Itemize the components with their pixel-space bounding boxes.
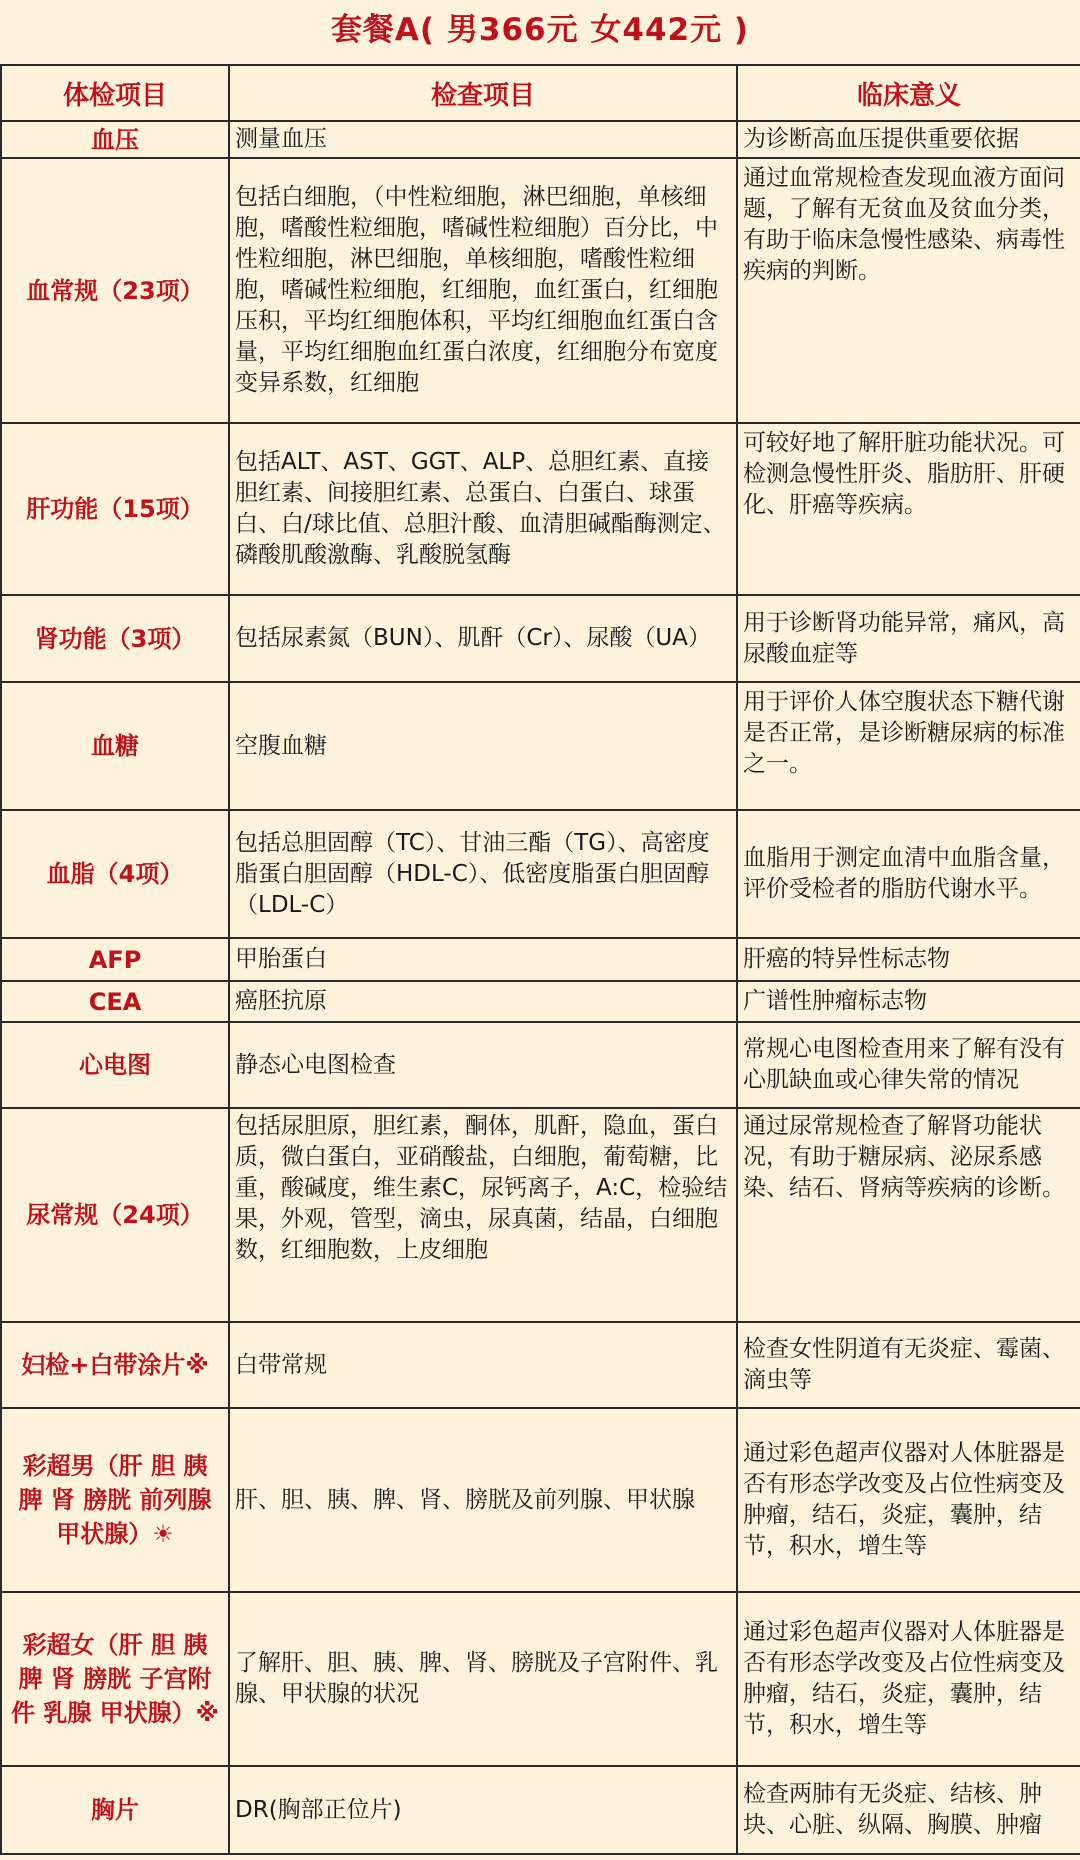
row-check: DR(胸部正位片) xyxy=(229,1766,737,1854)
package-title: 套餐A( 男366元 女442元 ) xyxy=(330,12,750,48)
row-name: 胸片 xyxy=(1,1766,229,1854)
row-meaning: 通过彩色超声仪器对人体脏器是否有形态学改变及占位性病变及肿瘤，结石，炎症，囊肿，结节，积水，增生等 xyxy=(737,1408,1080,1592)
row-name: 尿常规（24项） xyxy=(1,1108,229,1322)
table-row xyxy=(1,1108,1080,1322)
row-check: 白带常规 xyxy=(229,1322,737,1408)
row-check: 空腹血糖 xyxy=(229,682,737,810)
header-meaning: 临床意义 xyxy=(737,65,1080,121)
row-meaning: 通过尿常规检查了解肾功能状况，有助于糖尿病、泌尿系感染、结石、肾病等疾病的诊断。 xyxy=(737,1108,1080,1322)
table-row xyxy=(1,1766,1080,1854)
row-name: 妇检+白带涂片※ xyxy=(1,1322,229,1408)
header-item: 体检项目 xyxy=(1,65,229,121)
row-meaning: 检查女性阴道有无炎症、霉菌、滴虫等 xyxy=(737,1322,1080,1408)
row-check: 包括总胆固醇（TC）、甘油三酯（TG）、高密度脂蛋白胆固醇（HDL-C）、低密度脂蛋白胆固醇（LDL-C） xyxy=(229,810,737,938)
row-meaning: 常规心电图检查用来了解有没有心肌缺血或心律失常的情况 xyxy=(737,1022,1080,1108)
table-row xyxy=(1,981,1080,1022)
table-row xyxy=(1,423,1080,595)
row-check: 静态心电图检查 xyxy=(229,1022,737,1108)
table-row xyxy=(1,1322,1080,1408)
row-check: 包括尿胆原，胆红素，酮体，肌酐，隐血，蛋白质，微白蛋白，亚硝酸盐，白细胞，葡萄糖，比重，酸碱度，维生素C，尿钙离子，A:C，检验结果，外观，管型，滴虫，尿真菌，结晶，白细胞数，红细胞数，上皮细胞 xyxy=(229,1108,737,1322)
row-check: 测量血压 xyxy=(229,121,737,158)
table-row xyxy=(1,121,1080,158)
row-name: 血常规（23项） xyxy=(1,158,229,423)
row-check: 癌胚抗原 xyxy=(229,981,737,1022)
row-name: CEA xyxy=(1,981,229,1022)
row-meaning: 用于诊断肾功能异常，痛风，高尿酸血症等 xyxy=(737,595,1080,682)
row-name: 肝功能（15项） xyxy=(1,423,229,595)
row-check: 甲胎蛋白 xyxy=(229,938,737,981)
row-check: 包括ALT、AST、GGT、ALP、总胆红素、直接胆红素、间接胆红素、总蛋白、白蛋白、球蛋白、白/球比值、总胆汁酸、血清胆碱酯酶测定、磷酸肌酸激酶、乳酸脱氢酶 xyxy=(229,423,737,595)
row-meaning: 血脂用于测定血清中血脂含量，评价受检者的脂肪代谢水平。 xyxy=(737,810,1080,938)
row-meaning: 为诊断高血压提供重要依据 xyxy=(737,121,1080,158)
row-check: 包括白细胞，（中性粒细胞，淋巴细胞，单核细胞，嗜酸性粒细胞，嗜碱性粒细胞）百分比，中性粒细胞，淋巴细胞，单核细胞，嗜酸性粒细胞，嗜碱性粒细胞，红细胞，血红蛋白，红细胞压积，平均红细胞体积，平均红细胞血红蛋白含量，平均红细胞血红蛋白浓度，红细胞分布宽度变异系数，红细胞 xyxy=(229,158,737,423)
table-row xyxy=(1,810,1080,938)
row-check: 肝、胆、胰、脾、肾、膀胱及前列腺、甲状腺 xyxy=(229,1408,737,1592)
row-meaning: 通过血常规检查发现血液方面问题，了解有无贫血及贫血分类，有助于临床急慢性感染、病毒性疾病的判断。 xyxy=(737,158,1080,423)
row-check: 了解肝、胆、胰、脾、肾、膀胱及子宫附件、乳腺、甲状腺的状况 xyxy=(229,1592,737,1766)
row-name: 彩超男（肝 胆 胰 脾 肾 膀胱 前列腺 甲状腺）☀ xyxy=(1,1408,229,1592)
row-name: 血脂（4项） xyxy=(1,810,229,938)
row-meaning: 广谱性肿瘤标志物 xyxy=(737,981,1080,1022)
row-name: 血压 xyxy=(1,121,229,158)
row-meaning: 通过彩色超声仪器对人体脏器是否有形态学改变及占位性病变及肿瘤，结石，炎症，囊肿，结节，积水，增生等 xyxy=(737,1592,1080,1766)
header-check: 检查项目 xyxy=(229,65,737,121)
package-table xyxy=(0,64,1080,1855)
table-row xyxy=(1,595,1080,682)
table-row xyxy=(1,1408,1080,1592)
row-meaning: 肝癌的特异性标志物 xyxy=(737,938,1080,981)
table-row xyxy=(1,1592,1080,1766)
row-name: 心电图 xyxy=(1,1022,229,1108)
row-check: 包括尿素氮（BUN）、肌酐（Cr）、尿酸（UA） xyxy=(229,595,737,682)
row-name: AFP xyxy=(1,938,229,981)
table-row xyxy=(1,938,1080,981)
row-meaning: 用于评价人体空腹状态下糖代谢是否正常，是诊断糖尿病的标准之一。 xyxy=(737,682,1080,810)
row-name: 肾功能（3项） xyxy=(1,595,229,682)
row-meaning: 检查两肺有无炎症、结核、肿块、心脏、纵隔、胸膜、肿瘤 xyxy=(737,1766,1080,1854)
row-meaning: 可较好地了解肝脏功能状况。可检测急慢性肝炎、脂肪肝、肝硬化、肝癌等疾病。 xyxy=(737,423,1080,595)
table-row xyxy=(1,158,1080,423)
table-row xyxy=(1,682,1080,810)
header-row xyxy=(1,65,1080,121)
table-row xyxy=(1,1022,1080,1108)
row-name: 彩超女（肝 胆 胰 脾 肾 膀胱 子宫附件 乳腺 甲状腺）※ xyxy=(1,1592,229,1766)
row-name: 血糖 xyxy=(1,682,229,810)
